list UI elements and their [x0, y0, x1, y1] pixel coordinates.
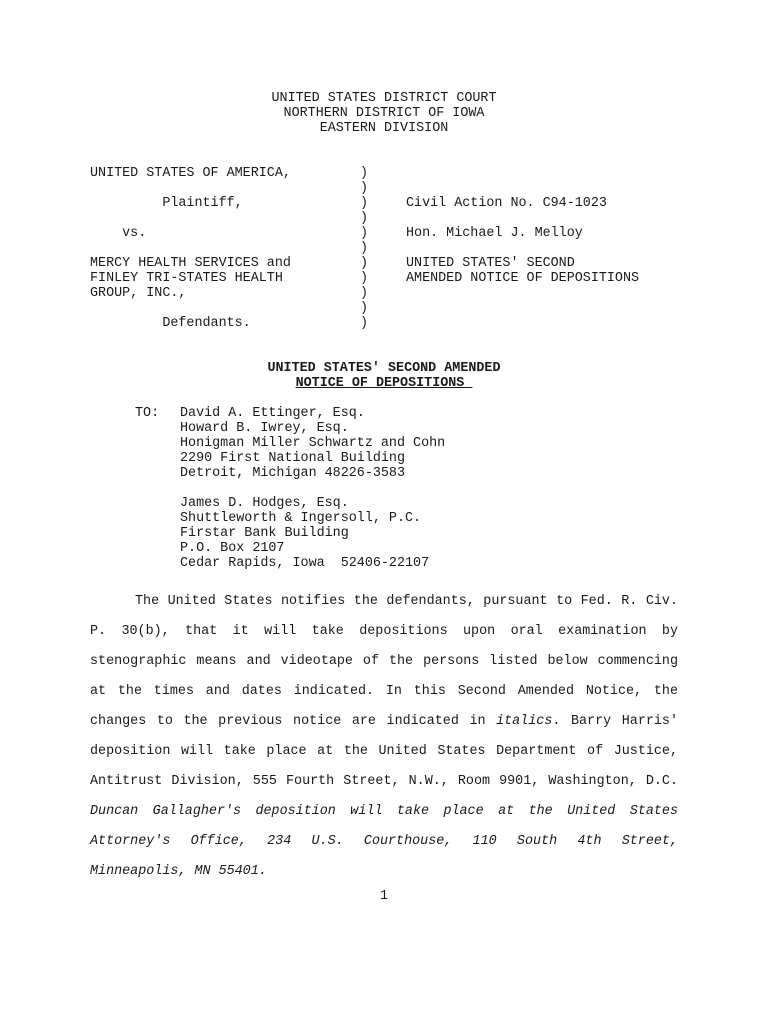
caption-right-row [406, 316, 736, 331]
caption-left-row [90, 181, 360, 196]
caption-right-row [406, 286, 736, 301]
caption-paren: ) [360, 166, 369, 181]
address-line: Howard B. Iwrey, Esq. [180, 421, 349, 436]
caption-right-row [406, 181, 736, 196]
body-italic-2: Duncan Gallagher's deposition will take place at the United States Attorney's Office, 234 U.S. Courthouse, 110 South 4th Street, Minneapolis, MN 55401. [90, 804, 678, 879]
address-line: 2290 First National Building [180, 451, 405, 466]
caption-paren: ) [360, 286, 369, 301]
caption-parties [90, 166, 360, 331]
court-header [0, 91, 768, 136]
body-text-2: . Barry Harris' deposition will take place at the United States Department of Justice, Antitrust Division, 555 Fourth Street, N.W., Room 9901, Washington, D.C. [90, 714, 678, 789]
address-line: P.O. Box 2107 [180, 541, 285, 556]
recipient-address-2 [180, 496, 580, 571]
caption-paren: ) [360, 181, 369, 196]
title-line-2: NOTICE OF DEPOSITIONS [295, 376, 473, 391]
caption-paren: ) [360, 301, 369, 316]
recipient-address-1 [180, 406, 580, 481]
caption-paren: ) [360, 196, 369, 211]
caption-right-row [406, 166, 736, 181]
notice-body [90, 587, 678, 887]
address-line: David A. Ettinger, Esq. [180, 406, 365, 421]
caption-paren: ) [360, 226, 369, 241]
caption-left-row [90, 301, 360, 316]
caption-left-row: FINLEY TRI-STATES HEALTH [90, 271, 283, 286]
caption-right-row [406, 241, 736, 256]
caption-right-row: Civil Action No. C94-1023 [406, 196, 607, 211]
caption-left-row [90, 211, 360, 226]
to-label: TO: [135, 406, 160, 421]
address-line: Honigman Miller Schwartz and Cohn [180, 436, 446, 451]
address-line: Detroit, Michigan 48226-3583 [180, 466, 405, 481]
caption-left-row: Plaintiff, [90, 196, 243, 211]
title-line-1: UNITED STATES' SECOND AMENDED [267, 361, 501, 376]
caption-right-row: Hon. Michael J. Melloy [406, 226, 583, 241]
caption-divider [360, 166, 380, 331]
caption-paren: ) [360, 241, 369, 256]
address-line: Cedar Rapids, Iowa 52406-22107 [180, 556, 430, 571]
caption-left-row: MERCY HEALTH SERVICES and [90, 256, 291, 271]
page-number: 1 [379, 889, 389, 904]
caption-left-row: UNITED STATES OF AMERICA, [90, 166, 291, 181]
caption-right-row [406, 301, 736, 316]
caption-left-row: GROUP, INC., [90, 286, 187, 301]
caption-paren: ) [360, 256, 369, 271]
caption-left-row [90, 241, 360, 256]
caption-left-row: Defendants. [90, 316, 251, 331]
caption-paren: ) [360, 271, 369, 286]
address-line: Firstar Bank Building [180, 526, 349, 541]
caption-paren: ) [360, 316, 369, 331]
caption-case-info [406, 166, 736, 331]
caption-right-row: UNITED STATES' SECOND [406, 256, 575, 271]
court-name: UNITED STATES DISTRICT COURT [271, 91, 497, 106]
caption-right-row: AMENDED NOTICE OF DEPOSITIONS [406, 271, 640, 286]
document-title [0, 361, 768, 391]
address-line: James D. Hodges, Esq. [180, 496, 349, 511]
caption-right-row [406, 211, 736, 226]
caption-paren: ) [360, 211, 369, 226]
address-line: Shuttleworth & Ingersoll, P.C. [180, 511, 422, 526]
body-text-1: The United States notifies the defendants, pursuant to Fed. R. Civ. P. 30(b), that it will take depositions upon oral examination by stenographic means and videotape of the persons listed below commencing at the times and dates indicated. In this Second Amended Notice, the changes to the previous notice are indicated in [90, 594, 678, 729]
court-division: EASTERN DIVISION [319, 121, 449, 136]
body-italic-1: italics [496, 714, 553, 729]
caption-left-row: vs. [90, 226, 147, 241]
court-district: NORTHERN DISTRICT OF IOWA [283, 106, 485, 121]
body-paragraph [90, 587, 678, 887]
